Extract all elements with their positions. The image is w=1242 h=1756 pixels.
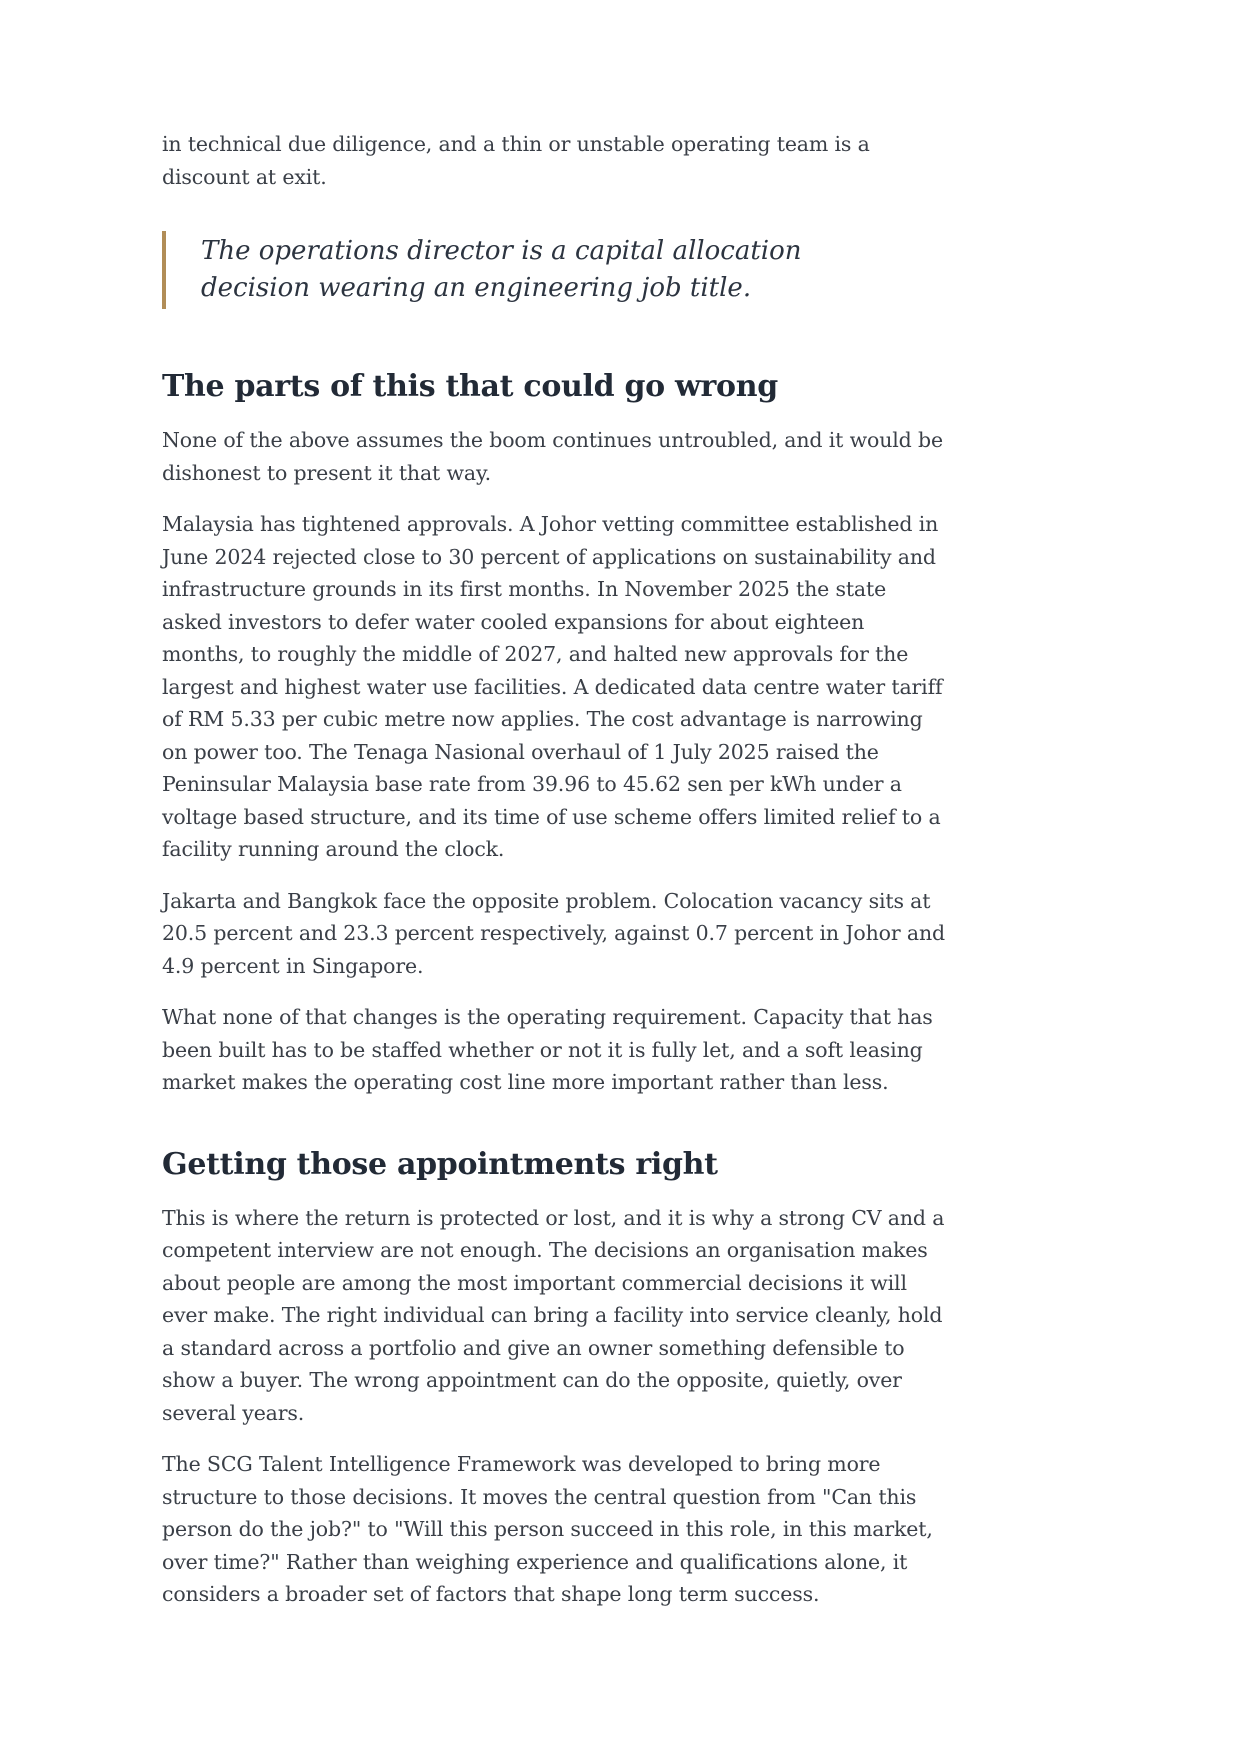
section-heading-appointments: Getting those appointments right xyxy=(162,1146,718,1182)
section-appointments xyxy=(162,1145,952,1611)
paragraph: Jakarta and Bangkok face the opposite problem. Colocation vacancy sits at 20.5 percent and 23.3 percent respectively, against 0.7 percent in Johor and 4.9 percent in Singapore. xyxy=(162,888,945,978)
paragraph: What none of that changes is the operating requirement. Capacity that has been built has to be staffed whether or not it is fully let, and a soft leasing market makes the operating cost line more important rather than less. xyxy=(162,1005,933,1094)
section-risks xyxy=(162,367,952,1099)
document-page xyxy=(162,128,952,1630)
pull-quote: The operations director is a capital allocation decision wearing an engineering job title. xyxy=(162,231,821,309)
paragraph: Malaysia has tightened approvals. A Johor vetting committee established in June 2024 rejected close to 30 percent of applications on sustainability and infrastructure grounds in its first months. In November 2025 the state asked investors to defer water cooled expansions for about eighteen months, to roughly the middle of 2027, and halted new approvals for the largest and highest water use facilities. A dedicated data centre water tariff of RM 5.33 per cubic metre now applies. The cost advantage is narrowing on power too. The Tenaga Nasional overhaul of 1 July 2025 raised the Peninsular Malaysia base rate from 39.96 to 45.62 sen per kWh under a voltage based structure, and its time of use scheme offers limited relief to a facility running around the clock. xyxy=(162,512,943,861)
paragraph: None of the above assumes the boom continues untroubled, and it would be dishonest to present it that way. xyxy=(162,428,943,485)
intro-paragraph: in technical due diligence, and a thin or unstable operating team is a discount at exit. xyxy=(162,132,870,189)
paragraph: The SCG Talent Intelligence Framework was developed to bring more structure to those decisions. It moves the central question from "Can this person do the job?" to "Will this person succeed in this role, in this market, over time?" Rather than weighing experience and qualifications alone, it considers a broader set of factors that shape long term success. xyxy=(162,1452,933,1606)
section-heading-risks: The parts of this that could go wrong xyxy=(162,369,778,404)
paragraph: This is where the return is protected or lost, and it is why a strong CV and a competent interview are not enough. The decisions an organisation makes about people are among the most important commercial decisions it will ever make. The right individual can bring a facility into service cleanly, hold a standard across a portfolio and give an owner something defensible to show a buyer. The wrong appointment can do the opposite, quietly, over several years. xyxy=(162,1205,945,1425)
